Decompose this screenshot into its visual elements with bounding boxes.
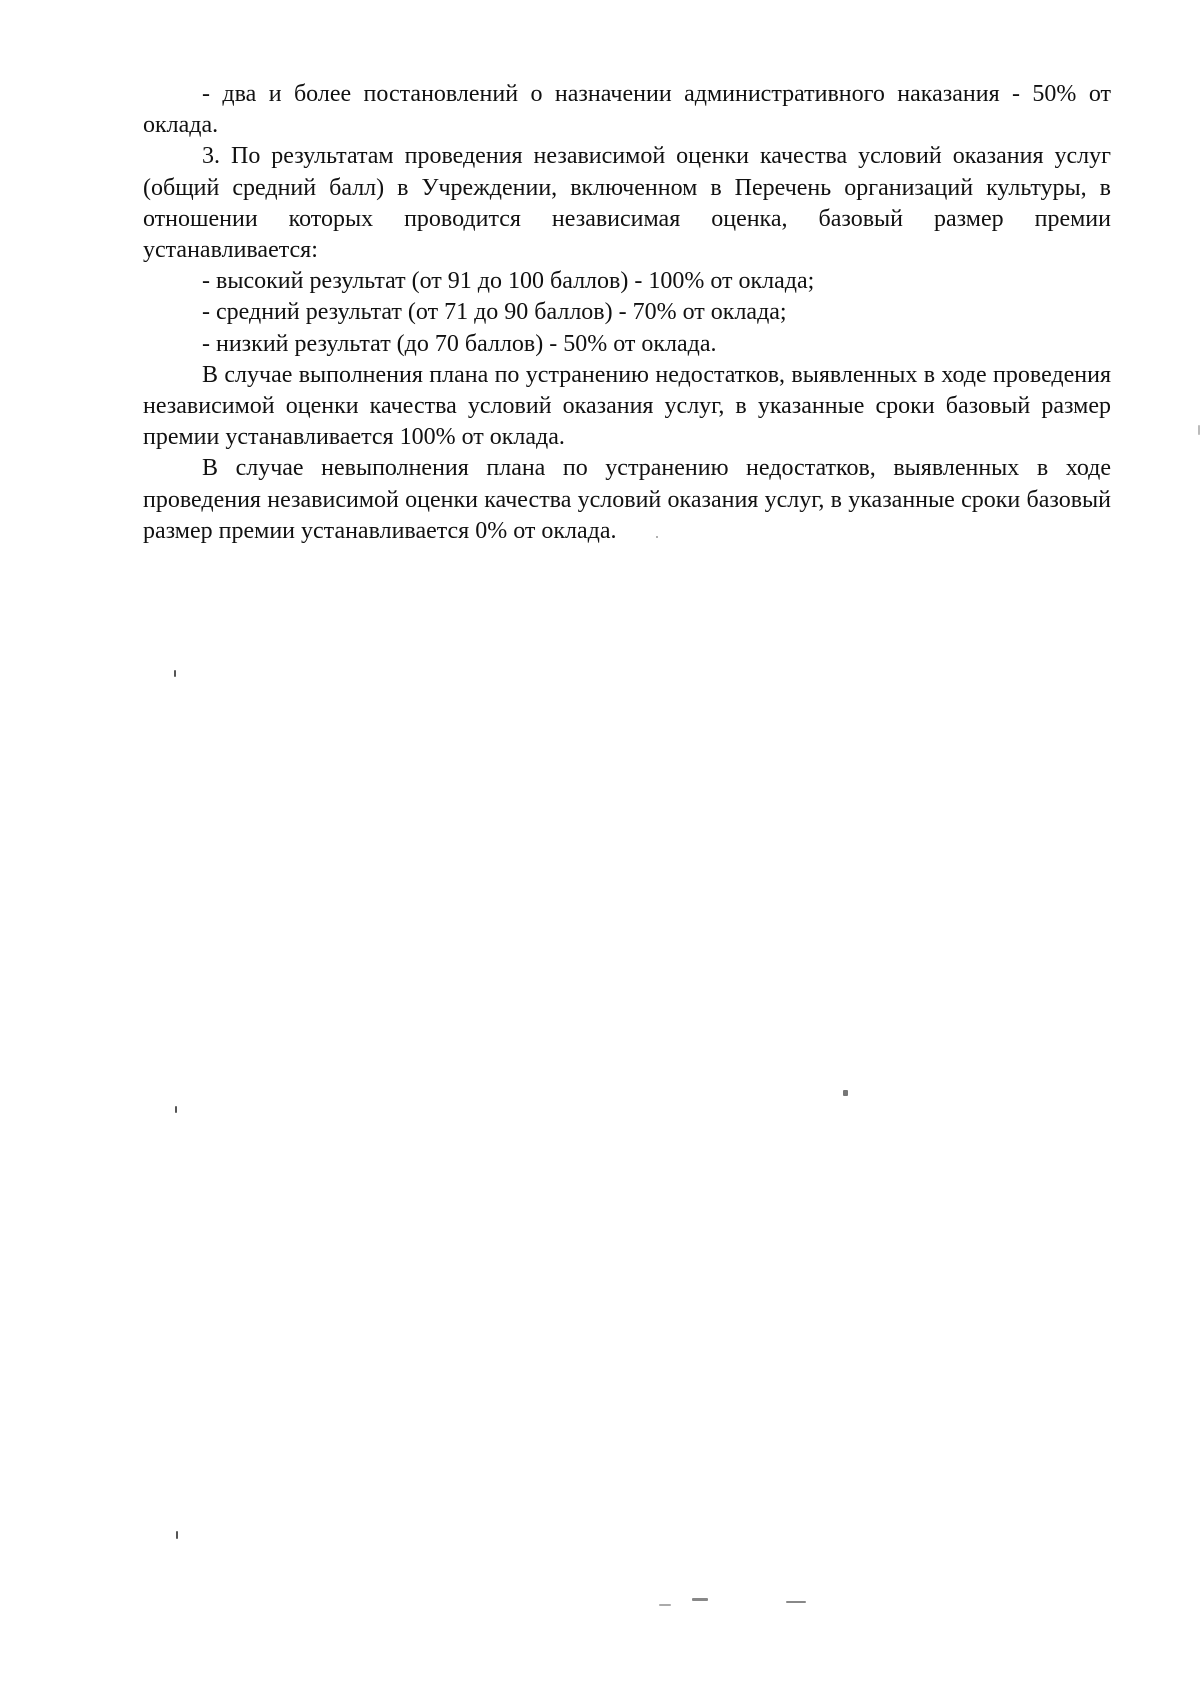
paragraph-item-3-independent-assessment: 3. По результатам проведения независимой оценки качества условий оказания услуг (общий средний балл) в Учреждении, включенном в Перечень организаций культуры, в отношении которых проводится независимая оценка, базовый размер премии устанавливается: <box>143 143 1111 264</box>
scan-artifact <box>174 670 176 677</box>
paragraph-plan-not-fulfilled: В случае невыполнения плана по устранению недостатков, выявленных в ходе проведения независимой оценки качества условий оказания услуг, в указанные сроки базовый размер премии устанавливается 0% от оклада. <box>143 455 1111 544</box>
scan-artifact <box>175 1106 177 1113</box>
list-item-medium-result: - средний результат (от 71 до 90 баллов) - 70% от оклада; <box>202 299 787 326</box>
scan-artifact <box>786 1601 806 1603</box>
scan-artifact <box>659 1604 671 1606</box>
list-item-high-result: - высокий результат (от 91 до 100 баллов) - 100% от оклада; <box>202 268 815 295</box>
scan-artifact <box>692 1598 708 1601</box>
document-body <box>143 79 1111 547</box>
paragraph-penalty-two-or-more: - два и более постановлений о назначении административного наказания - 50% от оклада. <box>143 81 1111 139</box>
list-item-low-result: - низкий результат (до 70 баллов) - 50% от оклада. <box>202 330 717 357</box>
paragraph-plan-fulfilled: В случае выполнения плана по устранению недостатков, выявленных в ходе проведения независимой оценки качества условий оказания услуг, в указанные сроки базовый размер премии устанавливается 100% от оклада. <box>143 361 1111 451</box>
scan-artifact <box>656 536 658 538</box>
scan-artifact <box>843 1090 848 1096</box>
scan-artifact <box>176 1531 178 1539</box>
